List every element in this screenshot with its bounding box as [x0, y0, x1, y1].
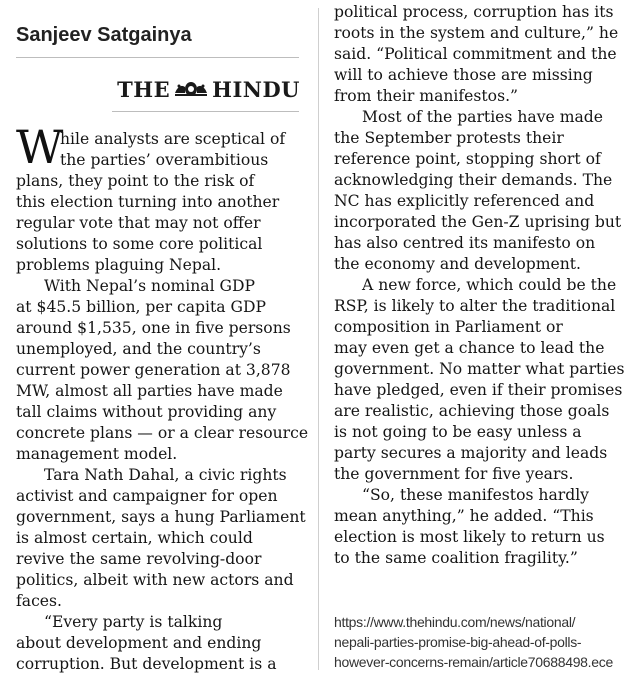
text-line: Tara Nath Dahal, a civic rights [44, 466, 287, 484]
text-line: politics, albeit with new actors and [16, 571, 294, 589]
text-line: revive the same revolving-door [16, 550, 262, 568]
text-line: will to achieve those are missing [334, 66, 593, 84]
text-line: management model. [16, 445, 178, 463]
source-url-line[interactable]: nepali-parties-promise-big-ahead-of-polls- [334, 634, 582, 650]
text-line: is almost certain, which could [16, 529, 253, 547]
text-line: “Every party is talking [44, 613, 223, 631]
text-line: corruption. But development is a [16, 655, 277, 673]
right-column-text [334, 2, 626, 569]
text-line: the parties’ overambitious [60, 151, 269, 169]
text-line: acknowledging their demands. The [334, 171, 613, 189]
source-url-line[interactable]: however-concerns-remain/article70688498.ece [334, 654, 613, 670]
text-line: Most of the parties have made [362, 108, 603, 126]
text-line: election is most likely to return us [334, 528, 605, 546]
text-line: the economy and development. [334, 255, 581, 273]
text-line: has also centred its manifesto on [334, 234, 596, 252]
text-line: problems plaguing Nepal. [16, 256, 222, 274]
text-line: about development and ending [16, 634, 262, 652]
text-line: political process, corruption has its [334, 3, 614, 21]
text-line: tall claims without providing any [16, 403, 277, 421]
column-divider [318, 8, 319, 670]
text-line: regular vote that may not offer [16, 214, 261, 232]
source-url[interactable] [334, 612, 613, 672]
text-line: around $1,535, one in five persons [16, 319, 291, 337]
text-line: current power generation at 3,878 [16, 361, 291, 379]
drop-cap: W [16, 120, 64, 174]
text-line: solutions to some core political [16, 235, 263, 253]
left-column-text [16, 129, 309, 675]
text-line: at $45.5 billion, per capita GDP [16, 298, 266, 316]
masthead-logo [108, 76, 300, 102]
byline: Sanjeev Satgainya [16, 24, 192, 46]
text-line: are realistic, achieving those goals [334, 402, 610, 420]
text-line: A new force, which could be the [362, 276, 617, 294]
masthead-right: HINDU [212, 76, 300, 102]
text-line: hile analysts are sceptical of [60, 130, 286, 148]
text-line: concrete plans — or a clear resource [16, 424, 309, 442]
text-line: from their manifestos.” [334, 87, 518, 105]
text-line: reference point, stopping short of [334, 150, 601, 168]
text-line: faces. [16, 592, 62, 610]
text-line: roots in the system and culture,” he [334, 24, 619, 42]
text-line: MW, almost all parties have made [16, 382, 283, 400]
text-line: mean anything,” he added. “This [334, 507, 594, 525]
text-line: is not going to be easy unless a [334, 423, 582, 441]
text-line: government. No matter what parties [334, 360, 625, 378]
text-line: government, says a hung Parliament [16, 508, 306, 526]
text-line: said. “Political commitment and the [334, 45, 617, 63]
text-line: party secures a majority and leads [334, 444, 608, 462]
text-line: this election turning into another [16, 193, 280, 211]
text-line: “So, these manifestos hardly [362, 486, 589, 504]
text-line: to the same coalition fragility.” [334, 549, 578, 567]
masthead-divider [112, 111, 299, 112]
source-url-line[interactable]: https://www.thehindu.com/news/national/ [334, 614, 576, 630]
text-line: NC has explicitly referenced and [334, 192, 595, 210]
text-line: have pledged, even if their promises [334, 381, 623, 399]
text-line: plans, they point to the risk of [16, 172, 255, 190]
text-line: RSP, is likely to alter the traditional [334, 297, 616, 315]
byline-divider [16, 57, 299, 58]
text-line: activist and campaigner for open [16, 487, 278, 505]
text-line: the government for five years. [334, 465, 574, 483]
hindu-emblem-icon [173, 79, 209, 99]
masthead-left: THE [117, 76, 171, 102]
text-line: incorporated the Gen-Z uprising but [334, 213, 622, 231]
text-line: With Nepal’s nominal GDP [44, 277, 256, 295]
text-line: composition in Parliament or [334, 318, 563, 336]
text-line: unemployed, and the country’s [16, 340, 261, 358]
text-line: may even get a chance to lead the [334, 339, 605, 357]
text-line: the September protests their [334, 129, 564, 147]
